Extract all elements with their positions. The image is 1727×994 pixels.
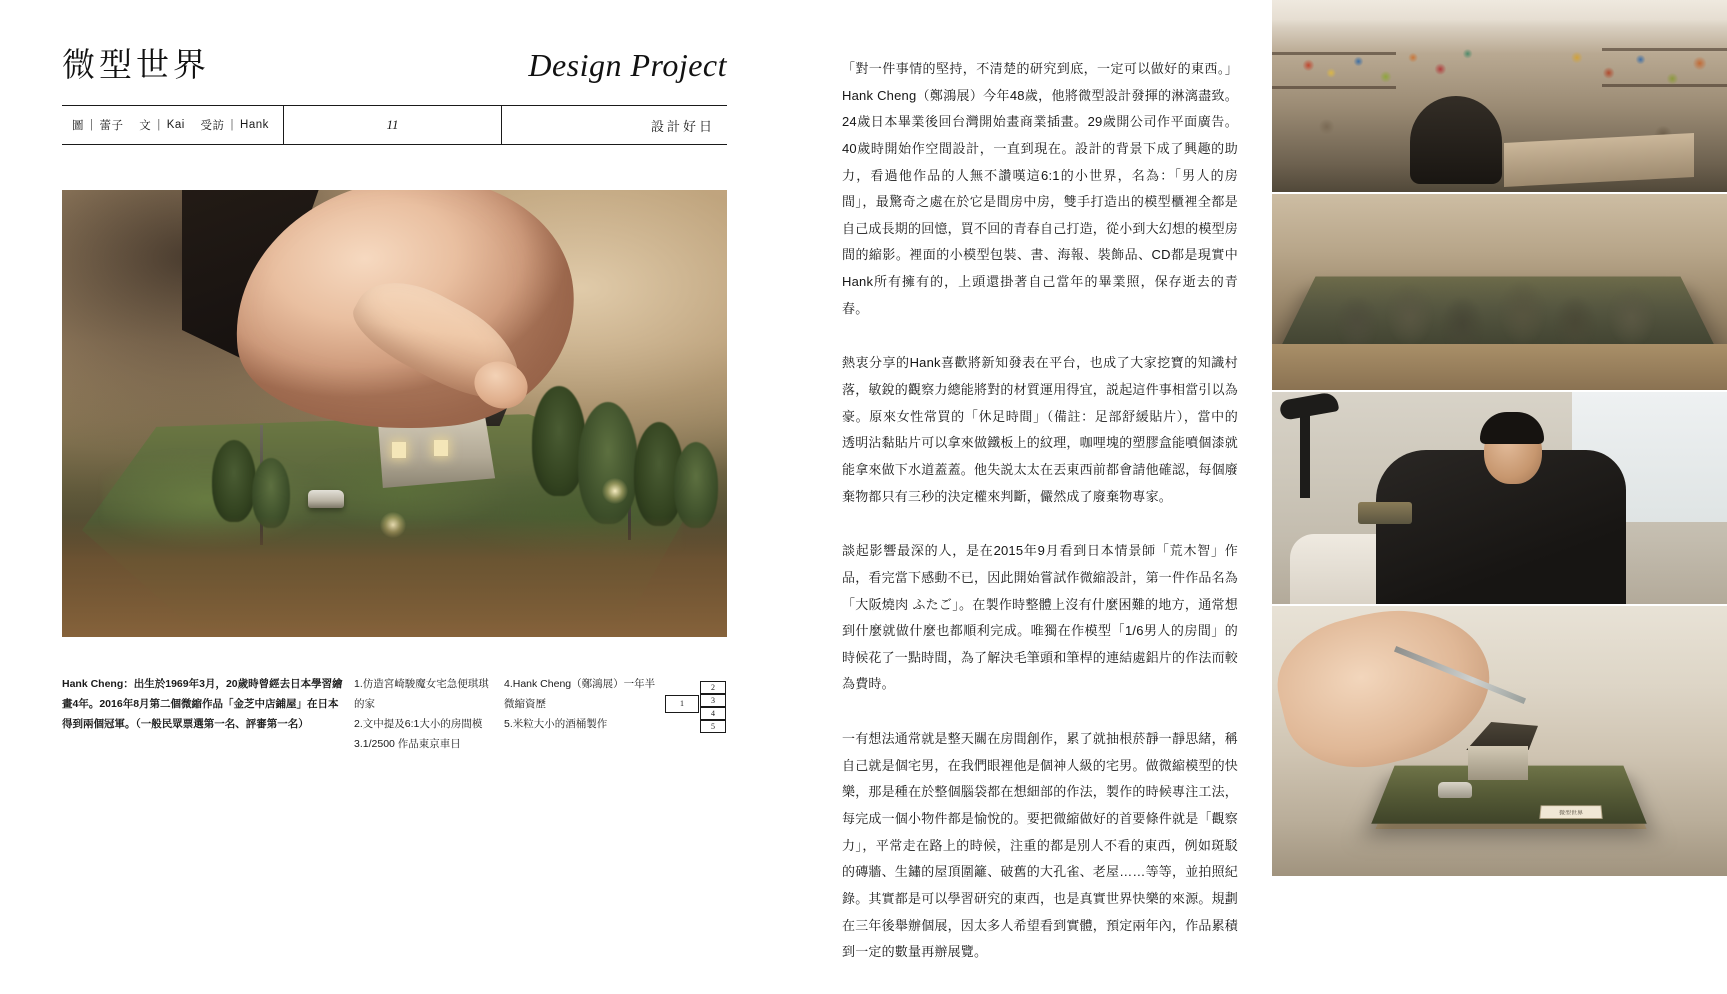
credit-interview-name: Hank [240,119,269,131]
article-paragraph: 談起影響最深的人，是在2015年9月看到日本情景師「荒木智」作品，看完當下感動不已，因此開始嘗試作微縮設計，第一件作品名為「大阪燒肉 ふたご」。在製作時整體上沒有什麼困難的地方，通常想到什麼就做什麼也都順利完成。唯獨在作模型「1/6男人的房間」的時候花了一點時間，為了解決毛筆頭和筆桿的連結處鋁片的作法而較為費時。 [842,543,1239,692]
photo-index-cell: 3 [700,694,726,707]
page-number: 11 [284,106,502,144]
caption-list-left [354,675,504,755]
credit-divider-icon [191,119,195,131]
display-label: 微型世界 [1539,805,1602,819]
credit-divider-icon: | [157,119,161,131]
credit-text-name: Kai [166,119,185,131]
article-paragraph: 熱衷分享的Hank喜歡將新知發表在平台，也成了大家挖寶的知識村落，敏銳的觀察力總能將對的材質運用得宜，説起這件事相當引以為豪。原來女性常買的「休足時間」（備註：足部舒緩貼片），當中的透明沾黏貼片可以拿來做鐵板上的紋理，咖哩塊的塑膠盒能噴個漆就能拿來做下水道蓋蓋。他失説太太在丟東西前都會請他確認，每個廢棄物都只有三秒的決定權來判斷，儼然成了廢棄物專家。 [842,355,1239,504]
table-surface [62,517,727,637]
miniature-house [1460,722,1538,780]
credit-interview-label: 受訪 [200,120,225,132]
caption-item: 5.米粒大小的酒桶製作 [504,717,608,730]
photo-index-cell: 4 [700,707,726,720]
caption-item: 4.Hank Cheng（鄭鴻展）一年半微縮資歷 [504,678,656,710]
credit-photo-name: 蕾子 [99,120,124,132]
photo-index-map [665,681,727,735]
table-surface [1272,344,1727,390]
masthead [62,45,727,84]
credit-divider-icon: | [90,119,94,131]
miniature-village-photo [1272,194,1727,390]
caption-item: 3.1/2500 作品東京車日 [354,737,461,750]
credit-divider-icon: | [230,119,235,131]
held-miniature [1358,502,1412,524]
caption-item: 2.文中提及6:1大小的房間模 [354,717,483,730]
credit-names [62,106,284,144]
photo-strip [1272,0,1727,876]
caption-bio-text: Hank Cheng：出生於1969年3月，20歲時曾經去日本學習繪畫4年。2016年8月第二個微縮作品「金芝中店鋪屋」在日本得到兩個冠軍。（一般民眾票選第一名、評審第一名） [62,678,343,730]
photo-index-cell: 5 [700,720,726,733]
page-title-cn: 微型世界 [62,45,210,84]
article-paragraph: 「對一件事情的堅持，不清楚的研究到底，一定可以做好的東西。」Hank Cheng（鄭鴻展）今年48歲，他將微型設計發揮的淋漓盡致。24歲日本畢業後回台灣開始畫商業插畫。29歲開公司作平面廣告。40歲時開始作空間設計，一直到現在。設計的背景下成了興趣的助力，看過他作品的人無不讚嘆這6:1的小世界，名為：「男人的房間」，最驚奇之處在於它是間房中房，雙手打造出的模型櫃裡全都是自己成長期的回憶，買不回的青春自己打造，從小到大幻想的模型房間的縮影。裡面的小模型包裝、書、海報、裝飾品、CD都是現實中Hank所有擁有的，上頭還掛著自己當年的畢業照，保存逝去的青春。 [842,61,1239,316]
photo-index-cell: 1 [665,695,699,713]
photo-index-cell: 2 [700,681,726,694]
credit-photo-label: 圖 [72,120,84,132]
credit-text-label: 文 [139,120,152,132]
tweezers-photo [1272,606,1727,876]
miniature-car [1438,782,1472,798]
credit-bar [62,105,727,145]
page-title-en: Design Project [528,47,727,83]
section-name: 設計好日 [650,118,715,134]
office-chair [1410,96,1502,184]
left-page [0,0,820,876]
caption-bio [62,675,354,755]
caption-block [62,675,727,755]
tree-icon [674,442,718,528]
house-wall [1468,746,1528,780]
article-body [842,56,1238,994]
article-paragraph: 一有想法通常就是整天關在房間創作，累了就抽根菸靜一靜思緒，稱自己就是個宅男，在我們眼裡他是個神人級的宅男。做微縮模型的快樂，那是種在於整個腦袋都在想細部的作法，製作的時候專注工法，每完成一個小物件都是愉悅的。要把微縮做好的首要條件就是「觀察力」，平常走在路上的時候，注重的都是別人不看的東西，例如斑駁的磚牆、生鏽的屋頂圍籬、破舊的大孔雀、老屋……等等，並拍照紀錄。其實都是可以學習研究的東西，也是真實世界快樂的來源。規劃在三年後舉辦個展，因太多人希望看到實體，預定兩年內，作品累積到一定的數量再辦展覽。 [842,731,1239,960]
caption-list-right [504,675,664,755]
credit-divider-icon [130,119,134,131]
caption-item: 1.仿造宮崎駿魔女宅急便琪琪的家 [354,678,489,710]
collection-room-photo [1272,0,1727,192]
hero-photo [62,190,727,637]
human-hand [182,190,612,510]
portrait-photo [1272,392,1727,604]
